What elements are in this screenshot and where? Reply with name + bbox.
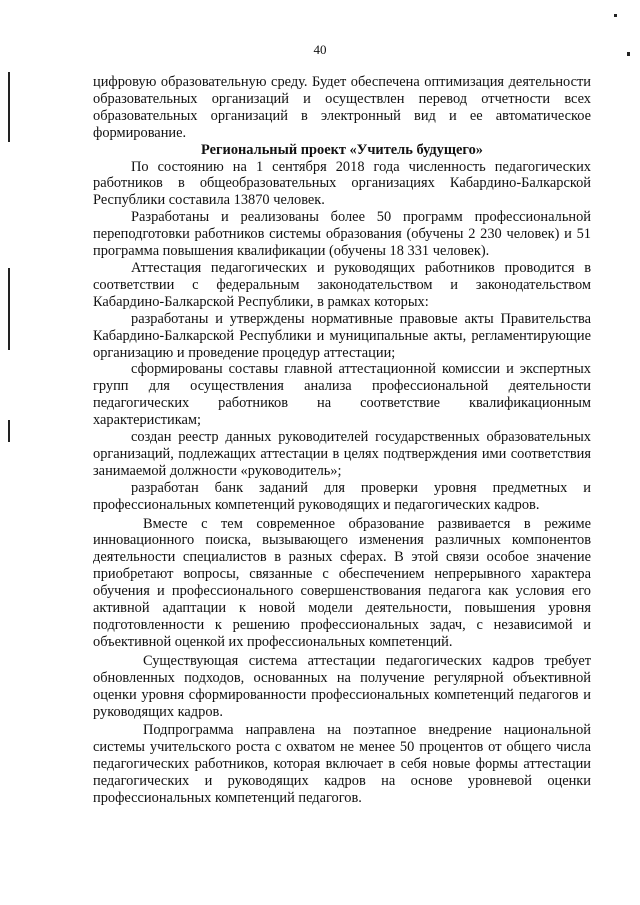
paragraph-existing-system: Существующая система аттестации педагогических кадров требует обновленных подходов, основанных на получение регулярной объективной оценки уровня сформированности профессиональных компетенций педагогов и руководящих кадров.: [93, 652, 591, 720]
paragraph-modern-education: Вместе с тем современное образование развивается в режиме инновационного поиска, вызывающего изменения различных компонентов деятельности специалистов в разных сферах. В этой связи особое значение приобретают вопросы, связанные с обеспечением непрерывного характера обучения и профессионального совершенствования педагога как условия его активной адаптации к новой модели деятельности, повышения уровня подготовленности к решению профессиональных задач, с независимой и объективной оценкой их профессиональных компетенций.: [93, 515, 591, 650]
margin-mark-mid: [8, 268, 10, 350]
paragraph-staff-count: По состоянию на 1 сентября 2018 года численность педагогических работников в общеобразовательных организациях Кабардино-Балкарской Республики составила 13870 человек.: [93, 158, 591, 209]
paragraph-subprogram: Подпрограмма направлена на поэтапное внедрение национальной системы учительского роста с охватом не менее 50 процентов от общего числа педагогических работников, которая включает в себя новые формы аттестации педагогических и руководящих кадров на основе уровневой оценки профессиональных компетенций педагогов.: [93, 722, 591, 807]
list-item-commission: сформированы составы главной аттестационной комиссии и экспертных групп для осуществления анализа профессиональной деятельности педагогических работников на соответствие квалификационным характеристикам;: [93, 361, 591, 429]
paragraph-intro: цифровую образовательную среду. Будет обеспечена оптимизация деятельности образовательных организаций и осуществлен перевод отчетности всех образовательных организаций в электронный вид и ее автоматическое формирование.: [93, 74, 591, 141]
document-body: [93, 74, 591, 807]
list-item-normative-acts: разработаны и утверждены нормативные правовые акты Правительства Кабардино-Балкарской Республики и муниципальные акты, регламентирующие организацию и проведение процедур аттестации;: [93, 310, 591, 361]
list-item-registry: создан реестр данных руководителей государственных образовательных организаций, подлежащих аттестации в целях подтверждения ими соответствия занимаемой должности «руководитель»;: [93, 429, 591, 479]
paragraph-attestation: Аттестация педагогических и руководящих работников проводится в соответствии с федеральным законодательством и законодательством Кабардино-Балкарской Республики, в рамках которых:: [93, 259, 591, 310]
corner-dot: [614, 14, 617, 17]
edge-dot: [627, 52, 630, 56]
paragraph-retraining: Разработаны и реализованы более 50 программ профессиональной переподготовки работников системы образования (обучены 2 230 человек) и 51 программа повышения квалификации (обучены 18 331 человек).: [93, 209, 591, 260]
margin-mark-low: [8, 420, 10, 442]
list-item-task-bank: разработан банк заданий для проверки уровня предметных и профессиональных компетенций руководящих и педагогических кадров.: [93, 479, 591, 513]
margin-mark-top: [8, 72, 10, 142]
section-heading: Региональный проект «Учитель будущего»: [201, 141, 483, 158]
page-number: 40: [313, 42, 327, 57]
